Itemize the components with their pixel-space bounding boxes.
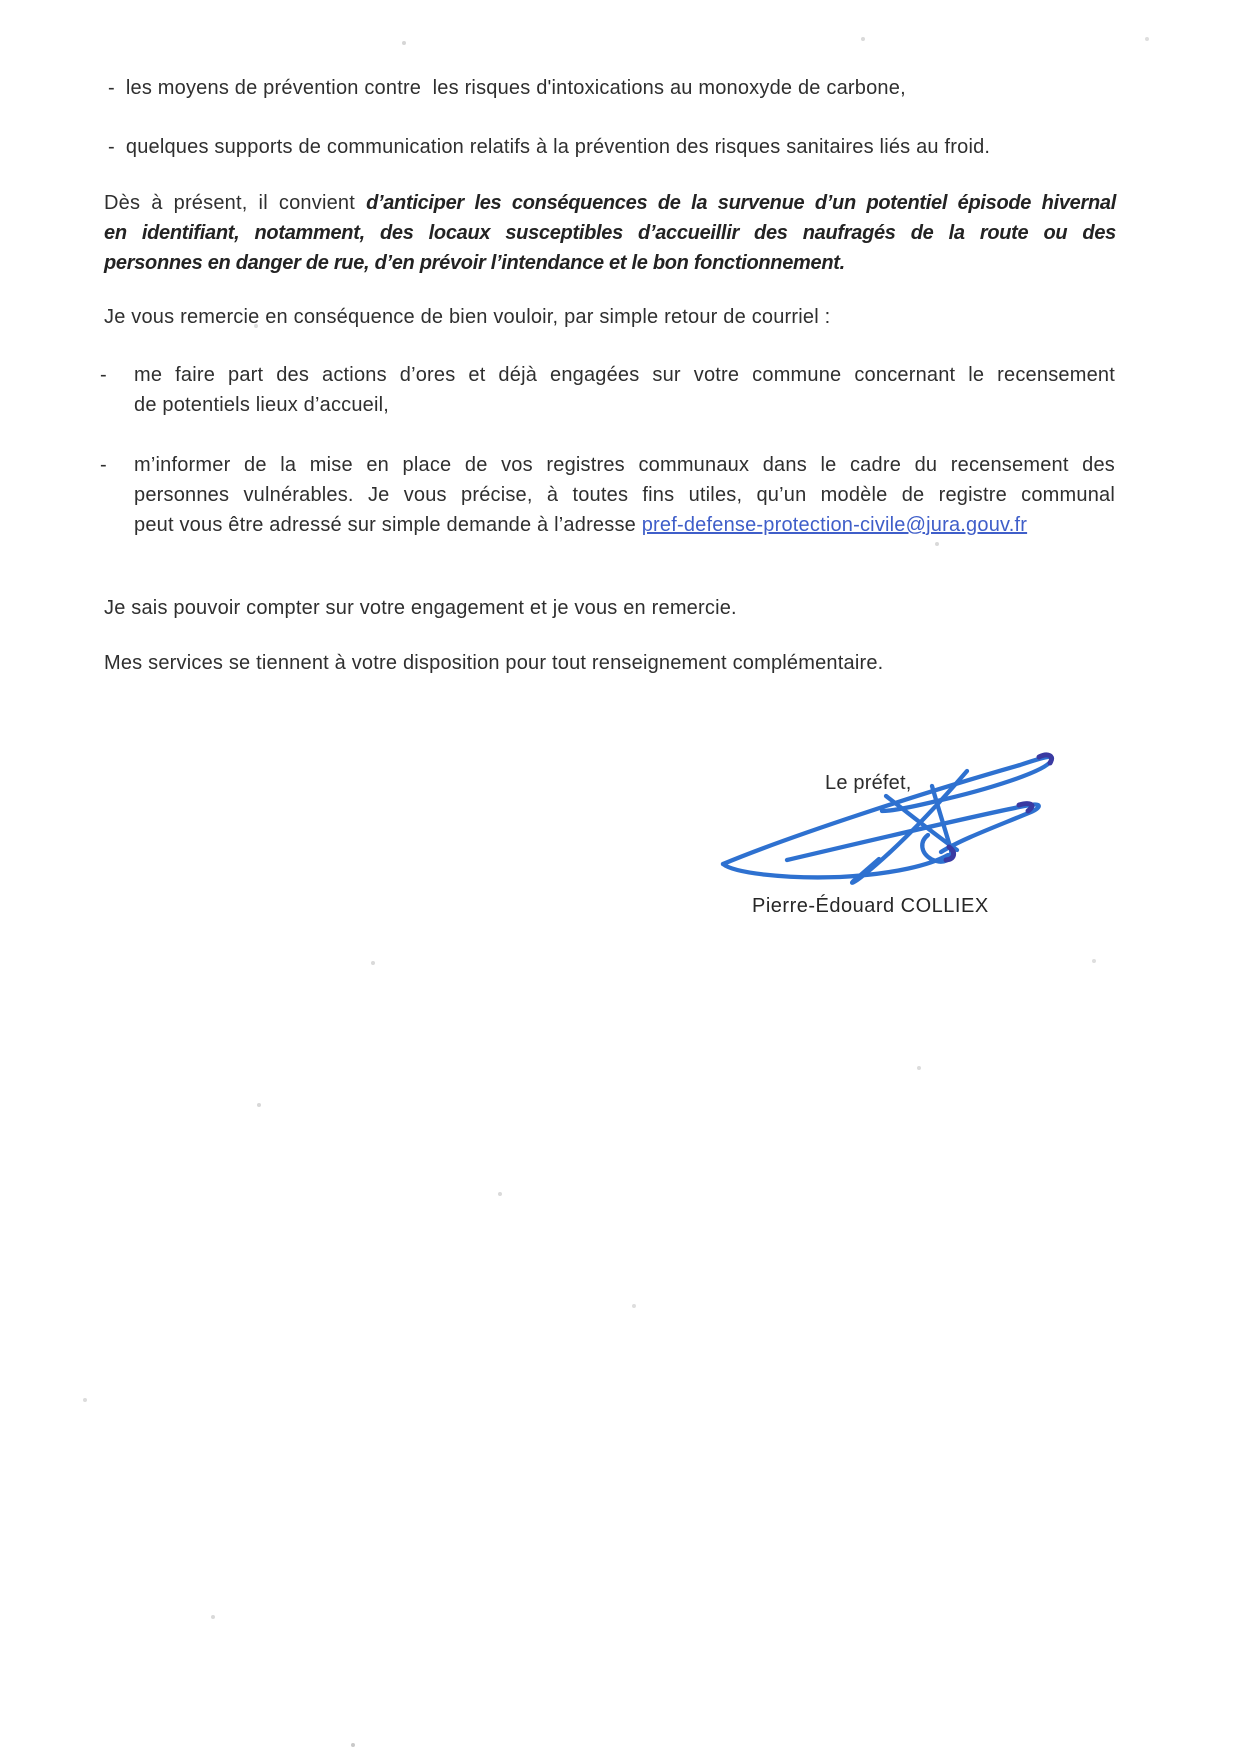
signature-stroke xyxy=(723,855,948,877)
request2-text xyxy=(134,450,1115,540)
request1-text xyxy=(134,360,1115,420)
bullet-supports-communication xyxy=(108,132,1118,162)
bullet-dash: - xyxy=(108,77,115,99)
scan-specks xyxy=(0,0,2,2)
request-line-prefix: peut vous être adressé sur simple demande à l’adresse xyxy=(134,514,642,536)
paragraph-line: personnes en danger de rue, d’en prévoir l’intendance et le bon fonctionnement. xyxy=(104,252,845,274)
line-bold-part: d’anticiper les conséquences de la survenue d’un potentiel épisode hivernal xyxy=(366,192,1116,214)
request2-dash: - xyxy=(100,454,107,476)
bullet-monoxyde xyxy=(108,73,1118,103)
paragraph-line xyxy=(104,188,1116,218)
request-line: me faire part des actions d’ores et déjà engagées sur votre commune concernant le recensement xyxy=(134,364,1115,386)
paragraph-line: en identifiant, notamment, des locaux susceptibles d’accueillir des naufragés de la route ou des xyxy=(104,222,1116,244)
signature-ink xyxy=(690,738,1090,898)
bullet-text: quelques supports de communication relatifs à la prévention des risques sanitaires liés au froid. xyxy=(125,136,991,158)
request-line: m’informer de la mise en place de vos registres communaux dans le cadre du recensement des xyxy=(134,454,1115,476)
request1-dash: - xyxy=(100,364,107,386)
request-line xyxy=(134,510,1115,540)
paragraph-anticipation xyxy=(104,188,1116,278)
request-line: de potentiels lieux d’accueil, xyxy=(134,394,390,416)
request-line: personnes vulnérables. Je vous précise, à toutes fins utiles, qu’un modèle de registre communal xyxy=(134,484,1115,506)
closing-title: Le préfet, xyxy=(825,772,912,794)
signer-name: Pierre-Édouard COLLIEX xyxy=(752,895,989,917)
bullet-text: les moyens de prévention contre les risques d'intoxications au monoxyde de carbone, xyxy=(125,77,906,99)
paragraph-request: Je vous remercie en conséquence de bien vouloir, par simple retour de courriel : xyxy=(104,306,831,328)
paragraph-engagement: Je sais pouvoir compter sur votre engagement et je vous en remercie. xyxy=(104,597,737,619)
signature-stroke xyxy=(852,771,967,883)
line-regular-part: Dès à présent, il convient xyxy=(104,192,367,214)
bullet-dash: - xyxy=(108,136,115,158)
email-link[interactable]: pref-defense-protection-civile@jura.gouv.fr xyxy=(641,514,1028,536)
paragraph-services: Mes services se tiennent à votre disposition pour tout renseignement complémentaire. xyxy=(104,652,884,674)
